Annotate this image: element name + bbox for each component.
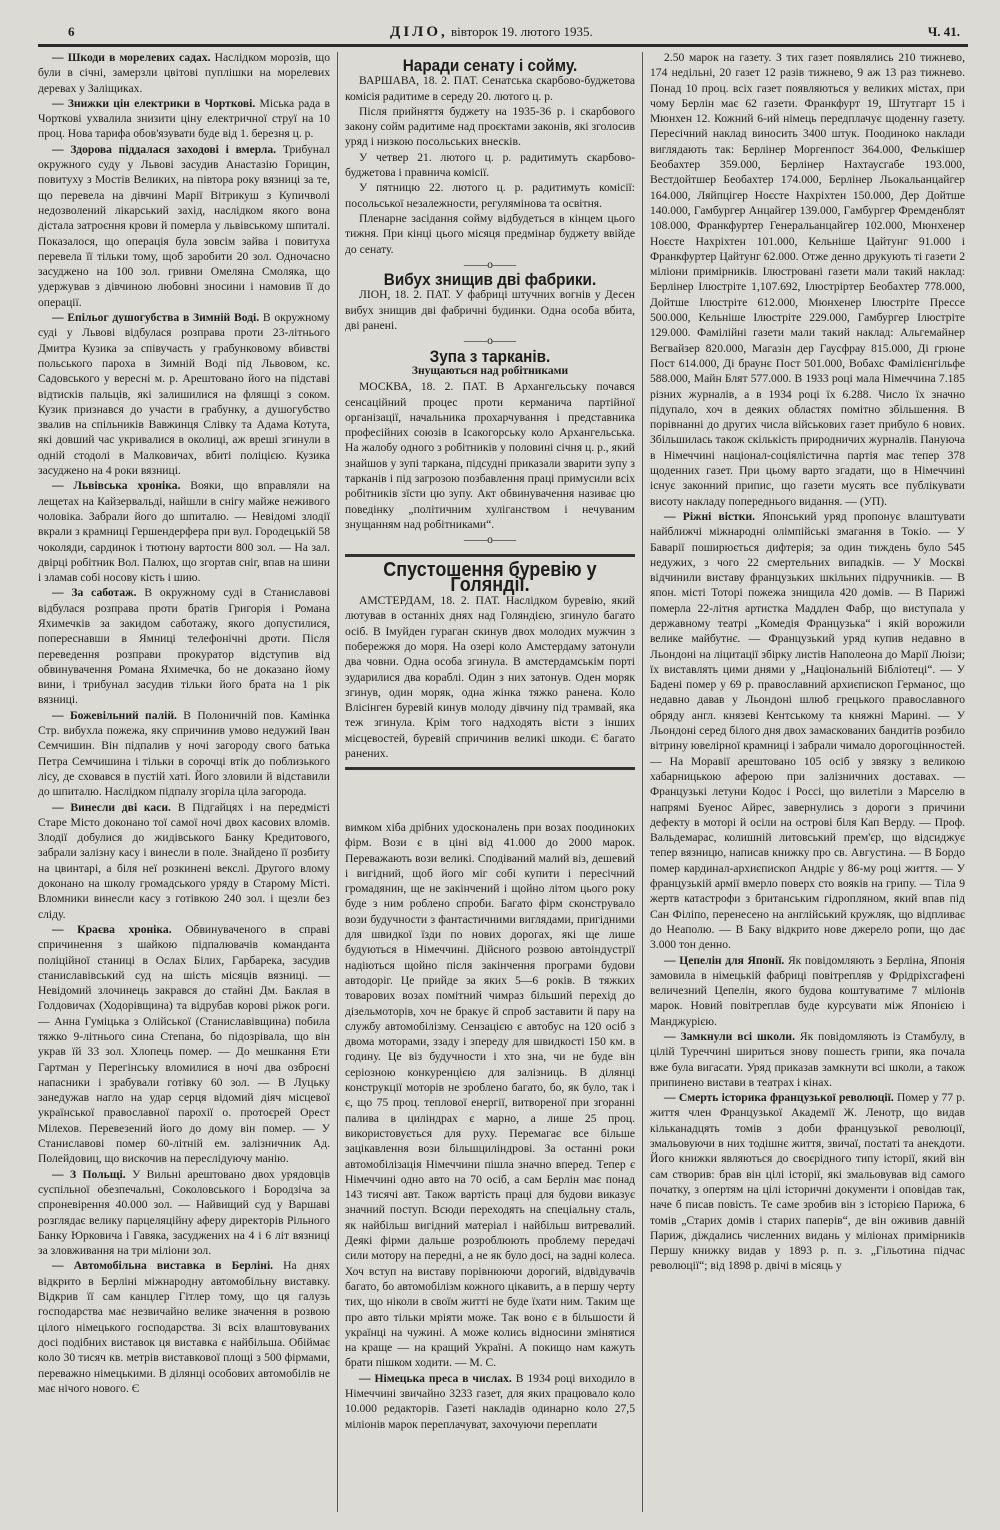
news-item-heading: — З Польщі. — [52, 1167, 126, 1181]
news-item — [650, 50, 965, 509]
news-item-text: 2.50 марок на газету. З тих газет появлялись 210 тижнево, 174 недільні, 20 газет 12 разів тижнево, 9 аж 13 раз тижнево. Понад 10 проц. всіх газет появляються у великих містах, при чому Берлін має 62 газети. Франкфурт 19, Штутгарт 15 і Мюнхен 12. Кожний 6-ий німець передплачує щоденну газету. Пересічний наклад виносить 3400 штук. Поодиноко наклади виглядають так: Берлінер Моргенпост 364.000, Фелькішер Беобахтер 359.000, Берлінер Нахтаусгабе 193.000, Вестдойтшер Беобахтер 174.000, Берлінер Льокальанцайгер 164.000, Ляйпцігер Ноєсте Нахріхтен 150.000, Дер Дойтше 140.000, Гамбургер Анцайгер 139.000, Гамбургер Фремденблят 108.000, Франкфуртер Генеральанцайгер 102.000, Мюнхенер Ноєсте Нахріхтен 101.000, Кельніше Цайтунг 91.000 і Франкфуртер Цайтунг 62.000. Отже денно друкують ті газети 2 міліони примірників. Ілюстровані газети мали такий наклад: Берлінер Ілюстріте 1,107.692, Ілюстріртер Беобахтер 778.000, Дойтше Ілюстріте 612.000, Мюнхенер Ілюстріте Прессе 500.000, Кельніше Ілюстріте 229.000, Гамбургер Ілюстріте 129.000. Фамілійні газети мали такий наклад: Альгемайнер Вегвайзер 820.000, Магазін дер Гаусфрау 815.000, Ді грюне Пост 614.000, Ді браунє Пост 501.000, Вобахс Фамілієнгільфе 588.000, Майн Блят 577.000. В 1933 році мала Німеччина 7.185 різних журналів, а в 1934 році їх 6.288. Число їх значно підупало, хоч в деяких областях помітно збільшення. В порівнанні до других числа військових газет прибуло 6 нових. Збільшилась також скількість природничих журналів. Пануюча в Німеччині націонал-соціялістична партія має тепер 378 щоденних газет. При цьому варто згадати, що в Німеччині існує законний припис, що газети мусять все публікувати висоту накладу попереднього видання. — (УП). — [650, 51, 965, 508]
news-item — [38, 310, 330, 478]
news-item-heading: — Здорова піддалася заходові і вмерла. — [52, 142, 277, 156]
news-item-heading: — Німецька преса в числах. — [359, 1371, 512, 1385]
news-item — [650, 953, 965, 1029]
news-item-text: Наслідком морозів, що були в січні, замерзли цвітові пуплішки на морелевих деревах у Заліщиках. — [38, 51, 330, 95]
news-item-heading: — Львівська хроніка. — [52, 479, 181, 493]
column-divider — [642, 52, 643, 1512]
ornament-separator: ——o—— — [463, 334, 517, 348]
news-item — [38, 708, 330, 800]
continuation-paragraph: вимком хіба дрібних удосконалень при возах поодиноких фірм. Вози є в ціні від 41.000 до 2000 марок. Переважають вози великі. Сподіваний малий віз, дешевий і вигідний, щоб його міг собі купити і пересічний громадянин, ще не закінчений і щойно літом цього року буде з ним роблено спроби. Багато фірм сконструвало вози будучности з фантастичними виглядами, пригідними для швидкої їзди по нових дорогах, які ще лише будуються в Німеччині. Дійсного розвою автоіндустрії надіються щойно після закінчення програми будови автодоріг. Це прийде за яких 5—6 років. В тяжких товарових возах помітний чимраз більший перехід до дізельмоторів, хоч не бракує й спроб заставити й пару на службу автомобілізму. Сензацією є автобус на 120 осіб з двома моторами, ззаду і зпереду для швидкості 150 км. в годину. Це віз будучности і хто зна, чи не буде він серіозною конкуренцією для залізниць. В ділянці конструкції моторів не зроблено багато, бо, як було, так і є, що 75 проц. теплової енергії, витвореної при згоранні палива в циліндрах є марно, а лише 25 проц. використовується для руху. Перемагає все більше зацікавлення вози більшциліндрові. За останні роки автомобілізація Німеччини пішла значно вперед. Тепер є Німеччині одно авто на 70 осіб, а сам Берлін має понад 143 тисячі авт. Також вартість праці для будови виказує значний поступ. Всюди переходять на спеціальну сталь, як найбільш вигідний матеріал і найбільш витревалий. Деякі фірми дальше розроблюють проблему передачі сили мотору на передні, а не як було досі, на задні колеса. Хоч вступ на виставу порівнюючи дорогий, відвідувачів багато, бо автомобілізм кожного цікавить, а в першу черту тих, що ніколи в своїм житті не буде їхати ним. Таким ще про авто тільки мріяти може. Так воно є в більшости й українці на чужині. А може колись відносини змінятися на краще — на кращий Україні. А покищо нам кажуть брати пішком ходити. — М. С. — [345, 821, 635, 1370]
news-item-text: У Вильні арештовано двох урядовців суспільної обезпечальні, Соколовського і Бородзіча за спроневірення 40.000 зол. — Найвищий суд у Варшаві розглядає велику парцеляційну аферу директорів Рільного Банку Юрковича і Гавяка, засуджених на 4 і 6 літ вязниці за зловживання на три міліони зол. — [38, 1167, 331, 1258]
issue-date: вівторок 19. лютого 1935. — [451, 24, 593, 39]
page-header — [60, 24, 970, 44]
news-item — [38, 478, 330, 585]
news-item-text: В 1934 році виходило в Німеччині звичайно 3233 газет, для яких працювало коло 10.000 редакторів. Газеті накладів одинарно коло 27,5 міліонів марок переплачуват, захочуючи переплати — [345, 1371, 635, 1431]
article-paragraph: У четвер 21. лютого ц. р. радитимуть скарбово-буджетова і правнича комісії. — [345, 150, 635, 180]
news-item — [38, 142, 330, 310]
article-paragraph: Пленарне засідання сойму відбудеться в кінцем цього тижня. При кінці цього місяця предмінар буджету ввійде до сенату. — [345, 211, 635, 256]
news-item-text: Як повідомляють із Стамбулу, в цілій Туреччині шириться знову пошесть грипи, яка почала вже була вигасати. Уряд приказав замкнути всі школи, а також припинено вистави в театрах і кінах. — [650, 1030, 965, 1089]
issue-number: Ч. 41. — [927, 24, 960, 39]
news-item-heading: — Винесли дві каси. — [52, 800, 171, 814]
column-1 — [38, 50, 330, 1510]
news-item-text: В Полоничній пов. Камінка Стр. вибухла пожежа, яку спричинив умово недужий Іван Семчишин. Він підпалив у ночі загороду свого батька Петра Семчишина і тільки в сорочці втік до поблизького лісу, де сховався в пустій хаті. Його зловили й відставили до шпиталю. Наслідком підпалу згоріла ціла загорода. — [38, 708, 330, 799]
column-divider — [337, 52, 338, 1512]
masthead — [390, 24, 593, 41]
news-item — [650, 509, 965, 953]
news-item-heading: — За саботаж. — [52, 586, 137, 600]
news-item — [38, 1167, 330, 1259]
article-paragraph: МОСКВА, 18. 2. ПАТ. В Архангельську почався сенсаційний процес проти керманича партійної організації, начальника прохарчування і представника професійних союзів в Ісакогорську коло Архангельська. На жалобу одного з робітників у половині січня ц. р., який знайшов у зупі таркана, підсудні приказали зварити зупу з тарканів і під загрозою позбавлення праці примусили всіх робітників зїсти цю зупу. Акт обвинувачення називає цю поведінку „політичним хуліганством і нечуваним знущанням над робітниками“. — [345, 380, 635, 531]
news-item — [38, 1258, 330, 1396]
article-headline: Наради сенату і сойму. — [402, 56, 578, 75]
news-item-heading: — Знижки цін електрики в Чорткові. — [52, 96, 256, 110]
news-item-text: Обвинуваченого в справі спричинення з шайкою підпалювачів команданта поліційної станиці в Ослах Білих, Гарбарека, засудив станиславівський суд на шість місяців вязниці. — Невідомий злочинець закрався до стайні Дм. Баклая в Голдовичах (Ходорівщина) та відрубав корові ріжок роги. — Анна Гуміцька з Олійської (Станиславівщина) побила тяжко 9-літнього сина Степана, бо підозрівала, що він украв їй 33 зол. Хлопець помер. — До мешкання Ети Гартман у Перегінську вломилися в ночі два озброєні напасники і зрабували готівку 60 зол. — В Луцьку занедужав нагло на удар серця відомий діяч місцевої української православної парохії о. протоєрей Орест Мілехов. Перевезений його до дому він помер. — У Станиславові помер 60-літній ем. залізничник Ад. Полейдовиц, що вискочив на переслідуючу манію. — [38, 922, 330, 1166]
article-paragraph: ЛІОН, 18. 2. ПАТ. У фабриці штучних вогнів у Десен вибух знищив дві фабричні будинки. Одна особа вбита, дві ранені. — [345, 288, 635, 333]
news-item — [38, 50, 330, 96]
news-item-text: На днях відкрито в Берліні міжнародну автомобільну виставку. Відкрив її сам канцлер Гітлер тому, що ця галузь господарства має незвичайно велике значення в розвою цілого німецького господарства. Зі всіх влаштовуваних досі подібних виставок ця виставка є найбільша. Обіймає коло 30 тисяч кв. метрів виставкової площі з 500 фірмами, переважно німецькими. В ділянці особових автомобілів не має нічого нового. Є — [38, 1259, 330, 1395]
article-headline: Вибух знищив дві фабрики. — [383, 270, 597, 290]
news-item-heading: — Епільог душогубства в Зимній Воді. — [52, 311, 260, 325]
news-item-text: Трибунал окружного суду у Львові засудив Анастазію Горицин, повитуху з Мостів Великих, на півтора року вязниці за те, що перевела на дівчині Марії Вітрикуш з Купичволі недозволений лікарський захід, наслідком якого вона дістала затроєння крови й померла у львівському шпиталі. Показалося, що операція була зовсім зайва і повитуха перевела її тільки тому, щоб заробити 20 зол. Одночасно засуджено на 100 зол. гривни Омеляна Смоляка, що удержував з дівчиною любовні зносини і намовив її до операції. — [38, 142, 330, 309]
news-item — [38, 96, 330, 142]
article-paragraph: У пятницю 22. лютого ц. р. радитимуть комісії: посольської незалежности, регулямінова та освітня. — [345, 181, 635, 210]
news-item — [38, 800, 330, 922]
column-2-news — [345, 58, 635, 776]
page-number: 6 — [68, 24, 75, 39]
article-subtitle: Знущаються над робітниками — [411, 364, 569, 377]
news-item-heading: — Цепелін для Японії. — [664, 953, 785, 967]
news-item-heading: — Божевільний палій. — [52, 708, 177, 722]
news-item — [38, 922, 330, 1167]
news-item — [650, 1029, 965, 1090]
news-item-text: Японський уряд пропонує влаштувати найближчі міжнародні олімпійські змагання в Токіо. — У Баварії поширюється дифтерія; за один тиждень було 545 недужих, з чого 22 смертельних випадків. — У Москві відчинили виставу французьких шкільних підручників. — В япон. місті Тоторі пожежа знищила 420 домів. — В Парижі померла 22-літня артистка Маддлен Фабр, що виступала у державному театрі „Комедія Французька“ і якій ворожили велике майбутнє. — Французький уряд купив недавно в Льондоні на ліцитації збірку листів Наполеона до Марії Люізи; їх виставлять цими днями у „Національній Бібліотеці“. — У Бадені помер у 69 р. православний архиєпископ Германос, що недавно давав у Льондоні шлюб грецького православного обряду англ. князеві Кентському та княжні Марині. — У Льондоні серед білого дня двох замаскованих бандитів розбило вітрину ювелірної крамниці і забрали чимало дорогоцінностей. — На Моравії арештовано 105 осіб у звязку з великою хабарницькою аферою при залізничних доставах. — Французькі летуни Кодос і Россі, що вилетіли з Марселю в напрямі Буенос Айрес, завернулись з дороги з причини дефекту в моторі й осіли на острові біля Кап Верду. — Проф. Вальдемарас, колишній литовський прем'єр, що відсиджує тепер вязницю, написав книжку про св. Августина. — В Бордо помер кардинал-архиєпископ Андріє у 86-му році життя. — У французькій армії вмерло поверх сто вояків на грипу. — Тіла 9 жертв катастрофи з британським гідропляном, який впав під Сан Філіпо, перенесено на англійський кружляк, що відпливає до Неаполю. — В Баку відкрито нове джерело ропи, що дає 3.000 тон денно. — [650, 509, 965, 952]
article-paragraph: Після прийняття буджету на 1935-36 р. і скарбового закону сойм радитиме над проєктами законів, які зголосив уряд і низкою посольських внесків. — [345, 104, 635, 149]
news-item-text: Як повідомляють з Берліна, Японія замовила в німецькій фабриці повітрепляв у Фрідріхсгафені величезний Цепелін, якого будова коштуватиме 7 міліонів марок. Новий повітреплав буде курсувати між Японією і Манджурією. — [650, 953, 965, 1028]
ornament-separator: ——o—— — [463, 533, 517, 547]
news-item — [38, 585, 330, 707]
article-paragraph: ВАРШАВА, 18. 2. ПАТ. Сенатська скарбово-буджетова комісія радитиме в середу 20. лютого ц. р. — [345, 74, 635, 103]
heavy-rule — [345, 554, 635, 557]
article-headline: Зупа з тарканів. — [429, 346, 551, 366]
article-headline: Спустошення буревію у Голяндії. — [383, 558, 597, 596]
column-2-continuation — [345, 820, 635, 1432]
news-item-text: Помер у 77 р. життя член Французької Академії Ж. Ленотр, що видав кільканадцять томів з доби французької революції, змальовуючи в них тодішнє життя, звичаї, постаті та анекдоти. Його книжки являються до своєрідного типу історії, який він сам створив: брав він цілі історії, які змальовував від самого початку, з опертям на цілі історичні документи і оповідав так, наче б писав повість. Те саме зробив він з історією Парижа, 6 томів „Старих домів і старих паперів“, де він оживив давній Париж, діждались численних видань у міліонах примірників Першу книжку видав у 1893 р. п. з. „Гільотина підчас революції“; від 1898 р. двічі в місяць у — [650, 1091, 965, 1273]
article-paragraph: АМСТЕРДАМ, 18. 2. ПАТ. Наслідком буревію, який лютував в останніх днях над Голяндією, згинуло багато осіб. В Імуйден гураган скинув двох молодих мужчин з побережжя до моря. На озері коло Амстердаму затонули два човни. Одна особа згинула. В амстердамськім порті зударилися два кораблі. Один з них затонув. Оден моряк згинув, один моряк, одна жінка тяжко ранена. Коло Влісінген буревій кинув молоду дівчину під трамвай, яка теж згинула. Крім того надходять вісти з інших місцевостей, буревій спричинив великі шкоди. Є багато ранених. — [345, 594, 635, 761]
heavy-rule — [345, 767, 635, 770]
news-item-text: Міська рада в Чорткові ухвалила знизити ціну електричної струї на 10 проц. Нова тарифа обов'язувати буде від 1. березня ц. р. — [38, 96, 331, 141]
news-item-text: В окружному суді в Станиславові відбулася розправа проти братів Григорія і Романа Яхимечків за закидом саботажу, якого допустилися, попереснавши в Ямниці телефонічні дроти. Після переведення розправи прокуратор відступив від обвинувачення Романа Яхимечка, бо не доказано йому вини, і трибунал засудив тільки його брата на 1 рік вязниці. — [38, 586, 330, 707]
ornament-separator: ——o—— — [463, 257, 517, 271]
news-item — [650, 1090, 965, 1274]
news-item-heading: — Автомобільна виставка в Берліні. — [52, 1259, 274, 1273]
news-item-text: В Підгайцях і на передмісті Старе Місто доконано тої самої ночі двох касових вломів. Злодії добулися до жидівського Банку Кредитового, забрали залізну касу і винесли в поле. Знайдено її розбиту на цвинтарі, а біля неї розкинені векслі. Другого влому доконано на школу громадського уряду в Старому Місті. Вломники винесли касу з готівкою 240 зол. і щезли без сліду. — [38, 800, 331, 921]
newspaper-title: ДІЛО, — [390, 24, 448, 40]
news-item-text: Вояки, що вправляли на лещетах на Кайзервальді, найшли в снігу майже неживого чоловіка. Забрали його до шпиталю. — Невідомі злодії вкрали з крамниці Гершендерфера при вул. Городецькій 58 чоколяди, сардинок і тютюну вартости 800 зол. — На зал. двірці робітник Вол. Палюх, що згортав сніг, впав на шини і зламав собі носову кість і шию. — [38, 479, 331, 585]
news-item-heading: — Замкнули всі школи. — [664, 1030, 795, 1043]
news-item-heading: — Шкоди в морелевих садах. — [52, 51, 211, 64]
news-item-heading: — Ріжні вістки. — [664, 509, 756, 523]
header-rule — [38, 44, 968, 47]
news-item-heading: — Смерть історика французької революції. — [664, 1091, 894, 1105]
news-item-text: В окружному суді у Львові відбулася розправа проти 23-літнього Дмитра Кузика за співучасть у грабунковому вбивстві польського пароха в Зимній Воді під Львовом, кс. Садовського у вересні м. р. Арештовано його на підставі відтисків пальців, які залишилися на фляшці з соком. Кузик признався до участи в грабунку, а душогубство звалив на спільників Вавжинця Слівку та Адама Котута, які довший час укривалися в околиці, аж вреші згинули в одній стодолі в Малковичах, вбиті поліцією. Кузика засуджено на 4 роки вязниці. — [38, 311, 330, 478]
news-item-heading: — Краєва хроніка. — [52, 922, 172, 936]
news-item — [345, 1371, 635, 1432]
column-3 — [650, 50, 965, 1274]
